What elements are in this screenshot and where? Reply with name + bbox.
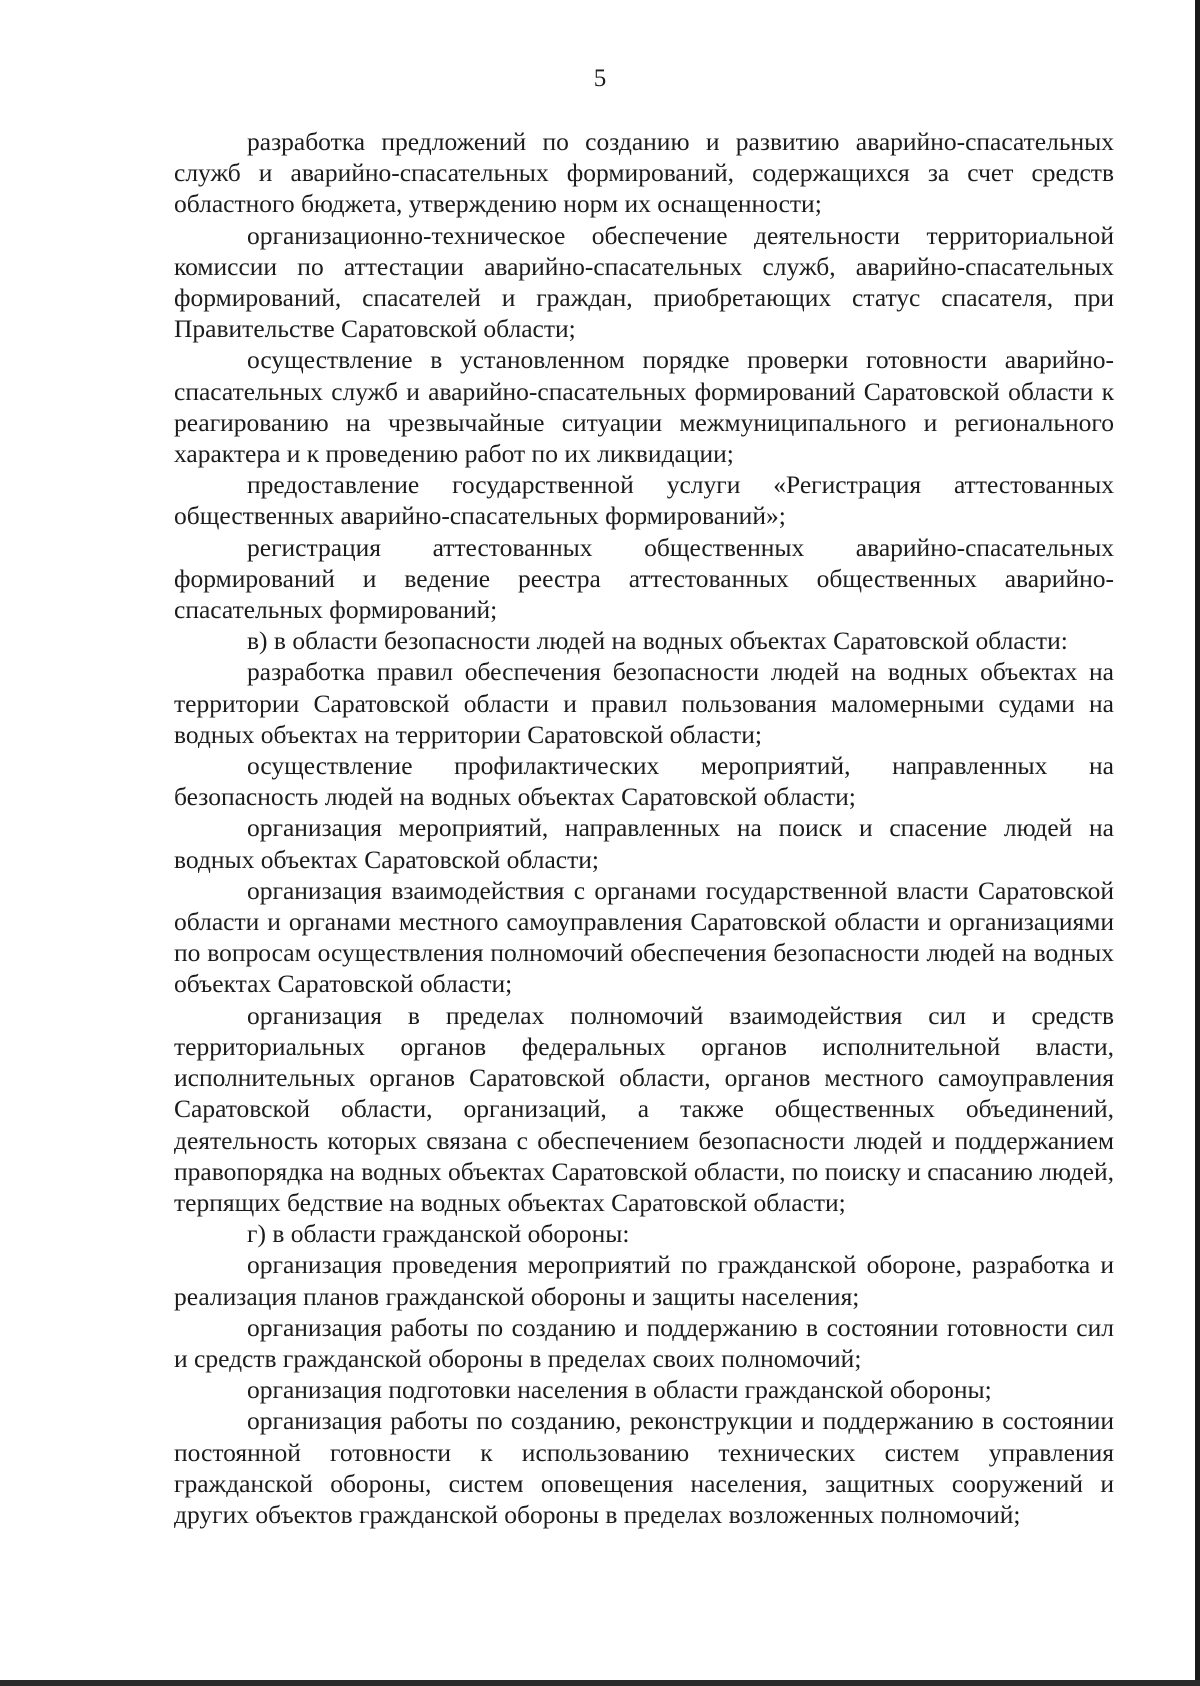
page-number: 5: [593, 65, 607, 92]
paragraph: осуществление в установленном порядке проверки готовности аварийно-спасательных служб и аварийно-спасательных формирований Саратовской области к реагированию на чрезвычайные ситуации межмуниципального и регионального характера и к проведению работ по их ликвидации;: [174, 345, 1114, 469]
section-heading-water: в) в области безопасности людей на водных объектах Саратовской области:: [247, 626, 1068, 656]
paragraph: организация проведения мероприятий по гражданской обороне, разработка и реализация планов гражданской обороны и защиты населения;: [174, 1250, 1114, 1311]
paragraph: организация в пределах полномочий взаимодействия сил и средств территориальных органов федеральных органов исполнительной власти, исполнительных органов Саратовской области, органов местного самоуправления Саратовской области, организаций, а также общественных объединений, деятельность которых связана с обеспечением безопасности людей и поддержанием правопорядка на водных объектах Саратовской области, по поиску и спасанию людей, терпящих бедствие на водных объектах Саратовской области;: [174, 1000, 1114, 1217]
paragraph: предоставление государственной услуги «Регистрация аттестованных общественных аварийно-спасательных формирований»;: [174, 470, 1114, 531]
paragraph: организация мероприятий, направленных на поиск и спасение людей на водных объектах Саратовской области;: [174, 813, 1114, 874]
scan-edge-bottom: [0, 1680, 1200, 1686]
paragraph: организационно-техническое обеспечение деятельности территориальной комиссии по аттестации аварийно-спасательных служб, аварийно-спасательных формирований, спасателей и граждан, приобретающих статус спасателя, при Правительстве Саратовской области;: [174, 220, 1114, 344]
paragraph: организация подготовки населения в области гражданской обороны;: [247, 1375, 992, 1405]
paragraph: разработка правил обеспечения безопасности людей на водных объектах на территории Саратовской области и правил пользования маломерными судами на водных объектах на территории Саратовской области;: [174, 657, 1114, 749]
paragraph: осуществление профилактических мероприятий, направленных на безопасность людей на водных объектах Саратовской области;: [174, 751, 1114, 812]
paragraph: организация работы по созданию и поддержанию в состоянии готовности сил и средств гражданской обороны в пределах своих полномочий;: [174, 1312, 1114, 1373]
paragraph: организация работы по созданию, реконструкции и поддержанию в состоянии постоянной готовности к использованию технических систем управления гражданской обороны, систем оповещения населения, защитных сооружений и других объектов гражданской обороны в пределах возложенных полномочий;: [174, 1406, 1114, 1529]
document-body: [174, 126, 1114, 1530]
paragraph: регистрация аттестованных общественных аварийно-спасательных формирований и ведение реестра аттестованных общественных аварийно-спасательных формирований;: [174, 532, 1114, 625]
section-heading-civil-defense: г) в области гражданской обороны:: [247, 1219, 630, 1249]
scan-edge-right: [1195, 0, 1200, 1686]
paragraph: организация взаимодействия с органами государственной власти Саратовской области и органами местного самоуправления Саратовской области и организациями по вопросам осуществления полномочий обеспечения безопасности людей на водных объектах Саратовской области;: [174, 875, 1114, 999]
paragraph: разработка предложений по созданию и развитию аварийно-спасательных служб и аварийно-спасательных формирований, содержащихся за счет средств областного бюджета, утверждению норм их оснащенности;: [174, 127, 1114, 219]
